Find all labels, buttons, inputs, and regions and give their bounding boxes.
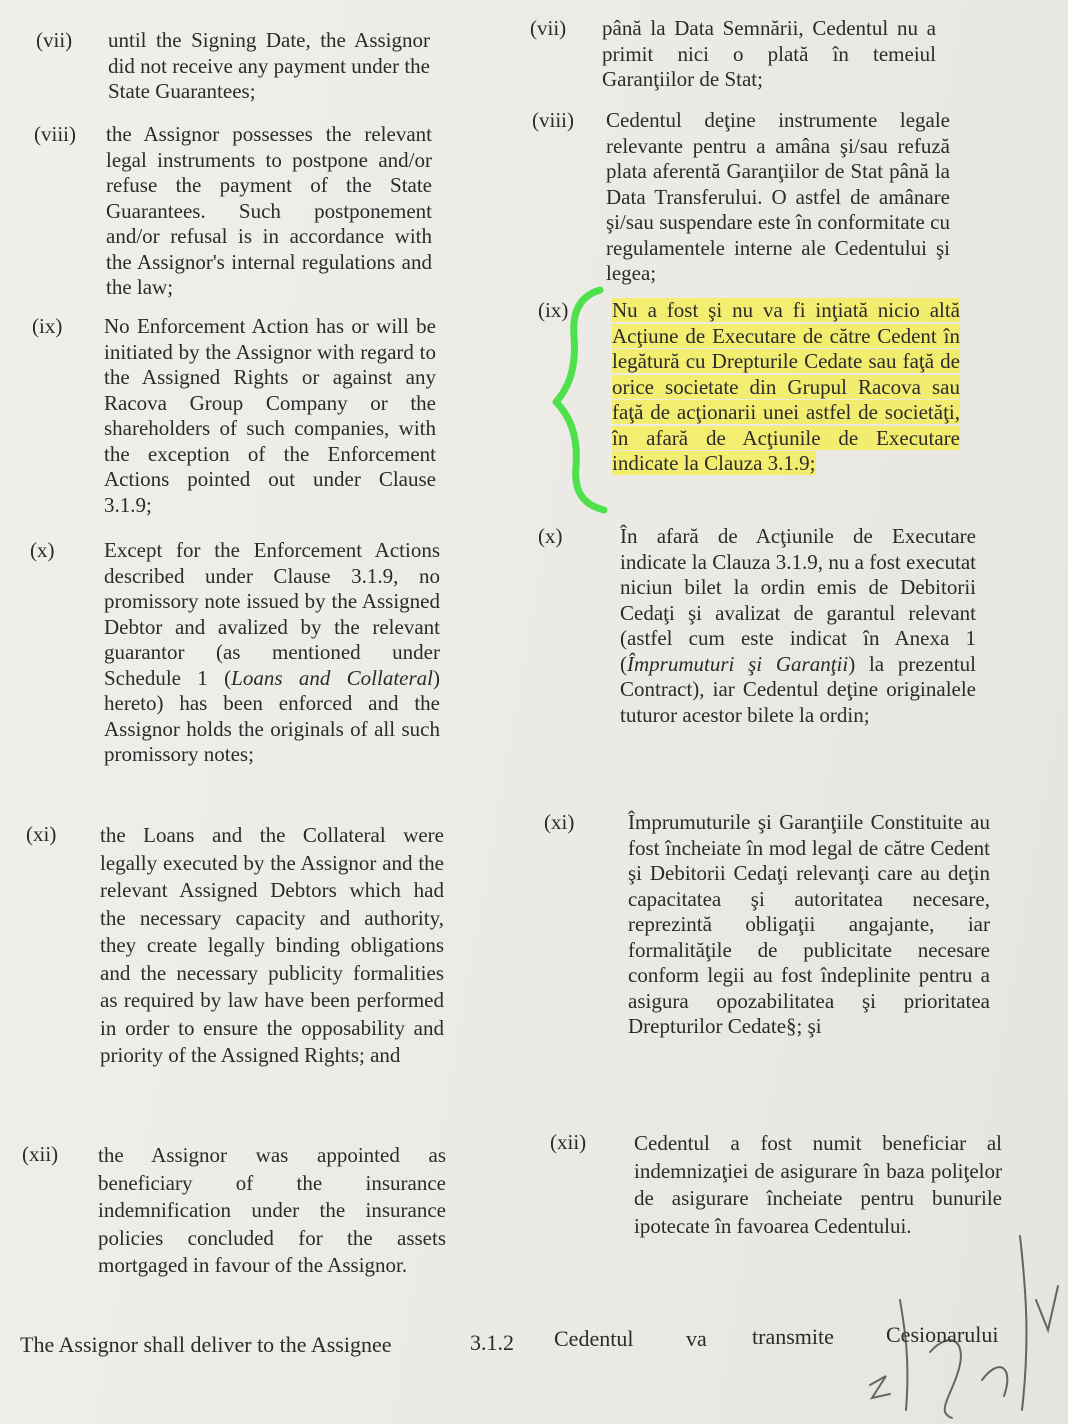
- clause-number: (xi): [26, 822, 57, 846]
- clause-text-part: ) la prezentul Contract), iar Cedentul deţine originalele tuturor acestor bilete la ordin;: [620, 651, 976, 727]
- clause-text: Împrumuturile şi Garanţiile Constituite au fost încheiate în mod legal de către Cedent şi Debitorii Cedaţi relevanţi care au deţin capacitatea şi autoritatea necesare, reprezintă obligaţii angajante, iar formalităţile de publicitate necesare conform legii au fost îndeplinite pentru a asigura opozabilitatea şi prioritatea Drepturilor Cedate§; şi: [628, 810, 990, 1038]
- clause-number: (xii): [550, 1130, 587, 1154]
- english-column: [0, 0, 460, 1330]
- clause-text: [104, 538, 440, 768]
- clause-text: the Assignor possesses the relevant legal instruments to postpone and/or refuse the payment of the State Guarantees. Such postponement and/or refusal is in accordance with the Assignor's internal regulations and the law;: [106, 122, 432, 299]
- clause-text: [620, 524, 976, 728]
- clause-text: the Loans and the Collateral were legally executed by the Assignor and the relevant Assigned Debtors which had the necessary capacity and authority, they create legally binding obligations and the necessary publicity formalities as required by law have been performed in order to ensure the opposability and priority of the Assigned Rights; and: [100, 823, 444, 1067]
- clause-text: până la Data Semnării, Cedentul nu a primit nici o plată în temeiul Garanţiilor de Stat;: [602, 16, 936, 91]
- clause-number: (x): [538, 524, 563, 548]
- clause-number-3-1-2: 3.1.2: [470, 1330, 514, 1355]
- annex-title: Împrumuturi şi Garanţii: [627, 651, 849, 676]
- clause-text: the Assignor was appointed as beneficiary of the insurance indemnification under the insurance policies concluded for the assets mortgaged in favour of the Assignor.: [98, 1143, 446, 1277]
- clause-text: No Enforcement Action has or will be initiated by the Assignor with regard to the Assigned Rights or against any Racova Group Company or the shareholders of such companies, with the exception of the Enforcement Actions pointed out under Clause 3.1.9;: [104, 314, 436, 517]
- clause-number: (x): [30, 538, 55, 562]
- clause-number: (ix): [538, 298, 569, 322]
- clause-text-part: Except for the Enforcement Actions described under Clause 3.1.9, no promissory note issued by the Assigned Debtor and avalized by the relevant guarantor (as mentioned under Schedule 1 (: [104, 538, 440, 690]
- clause-text-part: ) hereto) has been enforced and the Assignor holds the originals of all such promissory notes;: [104, 665, 440, 766]
- closing-word: transmite: [752, 1324, 834, 1349]
- clause-text: Cedentul a fost numit beneficiar al indemnizaţiei de asigurare în baza poliţelor de asigurare încheiate pentru bunurile ipotecate în favoarea Cedentului.: [634, 1131, 1002, 1238]
- closing-word: va: [686, 1326, 707, 1351]
- closing-line-english: The Assignor shall deliver to the Assignee: [20, 1332, 392, 1357]
- closing-word: Cedentul: [554, 1326, 634, 1351]
- clause-number: (vii): [530, 16, 567, 40]
- clause-number: (xii): [22, 1142, 59, 1166]
- clause-number: (vii): [36, 28, 73, 52]
- clause-number: (xi): [544, 810, 575, 834]
- clause-text: until the Signing Date, the Assignor did not receive any payment under the State Guarantees;: [108, 28, 430, 103]
- highlighted-text: Nu a fost şi nu va fi inţiată nicio altă Acţiune de Executare de către Cedent în legătură cu Drepturile Cedate sau faţă de orice societate din Grupul Racova sau faţă de acţionarii unei astfel de societăţi, în afară de Acţiunile de Executare indicate la Clauza 3.1.9;: [612, 298, 960, 475]
- clause-number: (viii): [532, 108, 574, 132]
- clause-text-part: În afară de Acţiunile de Executare indicate la Clauza 3.1.9, nu a fost executat niciun bilet la ordin emis de Debitorii Cedaţi şi avalizat de garantul relevant (astfel cum este indicat în Anexa 1 (: [620, 524, 976, 676]
- closing-word: Cesionarului: [886, 1322, 999, 1347]
- clause-number: (viii): [34, 122, 76, 146]
- clause-number: (ix): [32, 314, 63, 338]
- clause-text: Cedentul deţine instrumente legale relevante pentru a amâna şi/sau refuză plata aferentă Garanţiilor de Stat până la Data Transferului. O astfel de amânare şi/sau suspendare este în conformitate cu regulamentele interne ale Cedentului şi legea;: [606, 108, 950, 285]
- romanian-column: [520, 0, 1020, 1330]
- schedule-title: Loans and Collateral: [231, 665, 433, 690]
- clause-text: [612, 298, 960, 477]
